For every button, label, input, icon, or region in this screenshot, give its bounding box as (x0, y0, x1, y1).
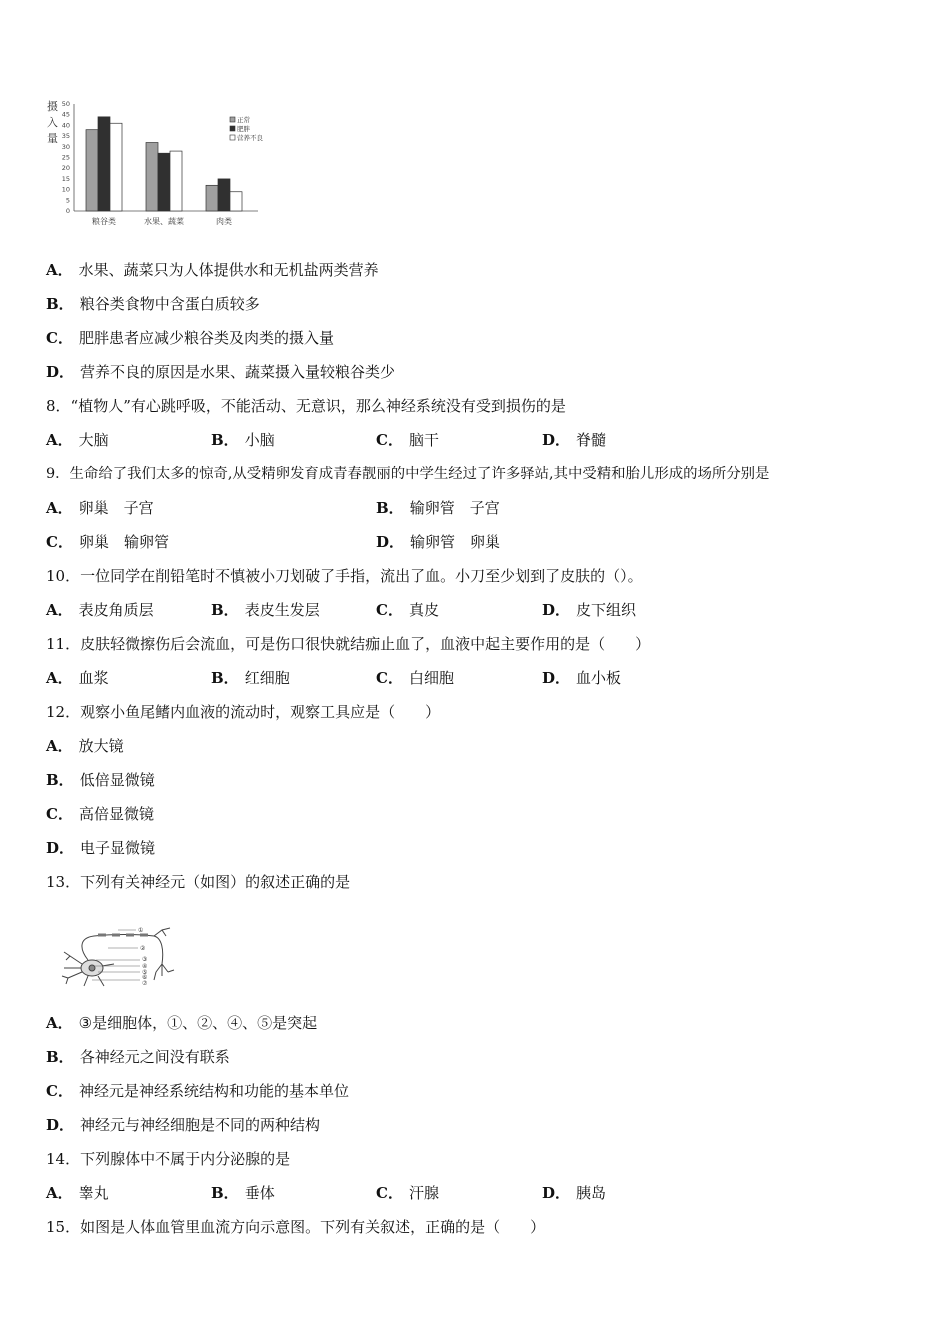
y-tick-label: 50 (61, 100, 70, 108)
bar-肥胖-肉类 (218, 179, 230, 211)
bar-正常-粮谷类 (86, 130, 98, 211)
q11-option-c: C． 白细胞 (376, 669, 454, 687)
chart-legend (230, 115, 264, 142)
bar-营养不良-肉类 (230, 192, 242, 211)
y-tick-label: 10 (61, 185, 70, 194)
bar-肥胖-水果、蔬菜 (158, 153, 170, 211)
q12-option-d: D． 电子显微镜 (46, 839, 156, 857)
q12-option-a: A． 放大镜 (46, 737, 124, 755)
legend-label: 正常 (237, 116, 250, 124)
q13-option-d: D． 神经元与神经细胞是不同的两种结构 (46, 1116, 321, 1134)
q13-stem: 13．下列有关神经元（如图）的叙述正确的是 (46, 873, 351, 891)
bar-营养不良-水果、蔬菜 (170, 151, 182, 211)
q8-option-c: C． 脑干 (376, 431, 439, 449)
neuron-diagram (58, 920, 188, 988)
q10-option-a: A． 表皮角质层 (46, 601, 154, 619)
q14-stem: 14．下列腺体中不属于内分泌腺的是 (46, 1150, 291, 1168)
q10-option-d: D． 皮下组织 (542, 601, 637, 619)
neuron-label-5: ⑤ (142, 969, 148, 976)
q8-option-d: D． 脊髓 (542, 431, 607, 449)
neuron-label-4: ④ (142, 963, 148, 970)
chart-bars (86, 117, 242, 211)
legend-swatch (230, 135, 235, 140)
bar-营养不良-粮谷类 (110, 123, 122, 211)
neuron-label-6: ⑥ (142, 974, 148, 981)
neuron-nerve-endings (154, 928, 174, 980)
intake-bar-chart (44, 98, 284, 234)
q10-stem: 10．一位同学在削铅笔时不慎被小刀划破了手指，流出了血。小刀至少划到了皮肤的（）。 (46, 567, 643, 585)
q13-option-b: B． 各神经元之间没有联系 (46, 1048, 230, 1066)
q9-option-d: D． 输卵管 卵巢 (376, 533, 501, 551)
y-axis-ticks (62, 100, 70, 215)
legend-swatch (230, 126, 235, 131)
q15-stem: 15．如图是人体血管里血流方向示意图。下列有关叙述，正确的是（ ） (46, 1218, 546, 1236)
q9-stem: 9．生命给了我们太多的惊奇,从受精卵发育成青春靓丽的中学生经过了许多驿站,其中受精和胎儿形成的场所分别是 (46, 466, 770, 482)
neuron-axon (82, 935, 163, 965)
x-axis-labels (92, 216, 232, 226)
q12-stem: 12．观察小鱼尾鳍内血液的流动时，观察工具应是（ ） (46, 703, 441, 721)
legend-label: 营养不良 (237, 134, 263, 142)
q8-option-a: A． 大脑 (46, 431, 109, 449)
y-tick-label: 15 (61, 174, 70, 183)
y-axis-label-char: 量 (47, 132, 58, 145)
neuron-label-3: ③ (142, 956, 148, 963)
q7-option-a: A． 水果、蔬菜只为人体提供水和无机盐两类营养 (46, 261, 379, 279)
legend-swatch (230, 117, 235, 122)
x-tick-label: 肉类 (216, 217, 232, 226)
bar-正常-水果、蔬菜 (146, 143, 158, 211)
q13-option-a: A． ③是细胞体，①、②、④、⑤是突起 (46, 1014, 318, 1032)
q11-stem: 11．皮肤轻微擦伤后会流血，可是伤口很快就结痂止血了，血液中起主要作用的是（ ） (46, 635, 651, 653)
bar-肥胖-粮谷类 (98, 117, 110, 211)
q7-option-c: C． 肥胖患者应减少粮谷类及肉类的摄入量 (46, 329, 334, 347)
y-tick-label: 5 (65, 196, 70, 205)
q10-option-b: B． 表皮生发层 (211, 601, 320, 619)
y-axis-label-char: 摄 (47, 100, 58, 113)
legend-label: 肥胖 (237, 125, 250, 133)
y-tick-label: 40 (61, 121, 70, 130)
q12-option-c: C． 高倍显微镜 (46, 805, 154, 823)
q13-option-c: C． 神经元是神经系统结构和功能的基本单位 (46, 1082, 349, 1100)
q9-option-c: C． 卵巢 输卵管 (46, 533, 169, 551)
y-tick-label: 35 (61, 132, 70, 141)
q14-option-c: C． 汗腺 (376, 1184, 439, 1202)
y-tick-label: 0 (65, 207, 70, 215)
bar-正常-肉类 (206, 185, 218, 211)
y-axis-label (47, 99, 58, 145)
q11-option-a: A． 血浆 (46, 669, 109, 687)
q10-option-c: C． 真皮 (376, 601, 439, 619)
y-axis-label-char: 入 (47, 116, 58, 129)
x-tick-label: 粮谷类 (92, 217, 116, 226)
q7-option-d: D． 营养不良的原因是水果、蔬菜摄入量较粮谷类少 (46, 363, 396, 381)
q14-option-b: B． 垂体 (211, 1184, 275, 1202)
q14-option-a: A． 睾丸 (46, 1184, 109, 1202)
y-tick-label: 20 (61, 164, 70, 173)
neuron-label-2: ② (140, 945, 146, 952)
q11-option-b: B． 红细胞 (211, 669, 290, 687)
q14-option-d: D． 胰岛 (542, 1184, 607, 1202)
q12-option-b: B． 低倍显微镜 (46, 771, 155, 789)
y-tick-label: 25 (61, 153, 70, 162)
q7-option-b: B． 粮谷类食物中含蛋白质较多 (46, 295, 260, 313)
y-tick-label: 45 (61, 110, 70, 119)
x-tick-label: 水果、蔬菜 (144, 217, 184, 226)
q8-option-b: B． 小脑 (211, 431, 275, 449)
q8-stem: 8．“植物人”有心跳呼吸，不能活动、无意识，那么神经系统没有受到损伤的是 (46, 397, 566, 415)
neuron-label-7: ⑦ (142, 980, 148, 987)
q9-option-b: B． 输卵管 子宫 (376, 499, 500, 517)
neuron-label-1: ① (138, 927, 144, 934)
y-tick-label: 30 (61, 142, 70, 151)
q9-option-a: A． 卵巢 子宫 (46, 499, 154, 517)
q11-option-d: D． 血小板 (542, 669, 622, 687)
